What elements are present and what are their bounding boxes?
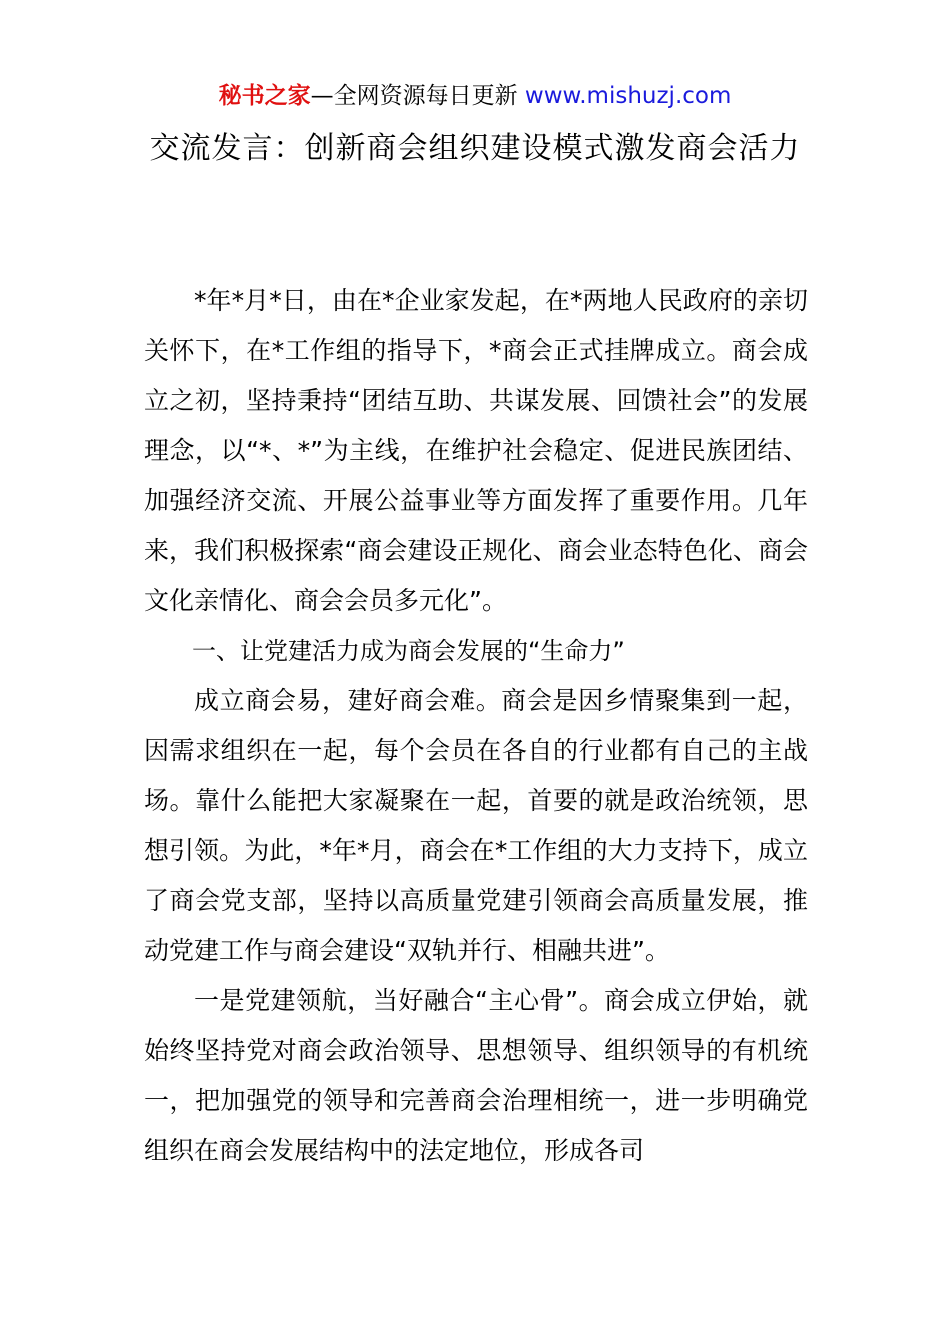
document-title: 交流发言：创新商会组织建设模式激发商会活力 — [149, 131, 801, 166]
site-tagline: —全网资源每日更新 — [310, 83, 518, 109]
intro-paragraph: *年*月*日，由在*企业家发起，在*两地人民政府的亲切关怀下，在*工作组的指导下，*商会正式挂牌成立。商会成立之初，坚持秉持“团结互助、共谋发展、回馈社会”的发展理念，以“*、*”为主线，在维护社会稳定、促进民族团结、加强经济交流、开展公益事业等方面发挥了重要作用。几年来，我们积极探索“商会建设正规化、商会业态特色化、商会文化亲情化、商会会员多元化”。 — [144, 286, 808, 615]
site-header — [0, 80, 950, 112]
site-brand: 秘书之家 — [218, 83, 311, 109]
document-body — [144, 276, 808, 1176]
section-heading: 一、让党建活力成为商会发展的“生命力” — [192, 637, 625, 665]
body-paragraph: 一是党建领航，当好融合“主心骨”。商会成立伊始，就始终坚持党对商会政治领导、思想领导、组织领导的有机统一，把加强党的领导和完善商会治理相统一，进一步明确党组织在商会发展结构中的法定地位，形成各司 — [144, 986, 808, 1165]
body-paragraph: 成立商会易，建好商会难。商会是因乡情聚集到一起，因需求组织在一起，每个会员在各自的行业都有自己的主战场。靠什么能把大家凝聚在一起，首要的就是政治统领，思想引领。为此，*年*月，商会在*工作组的大力支持下，成立了商会党支部，坚持以高质量党建引领商会高质量发展，推动党建工作与商会建设“双轨并行、相融共进”。 — [144, 686, 808, 965]
site-url-link[interactable]: www.mishuzj.com — [524, 83, 732, 109]
